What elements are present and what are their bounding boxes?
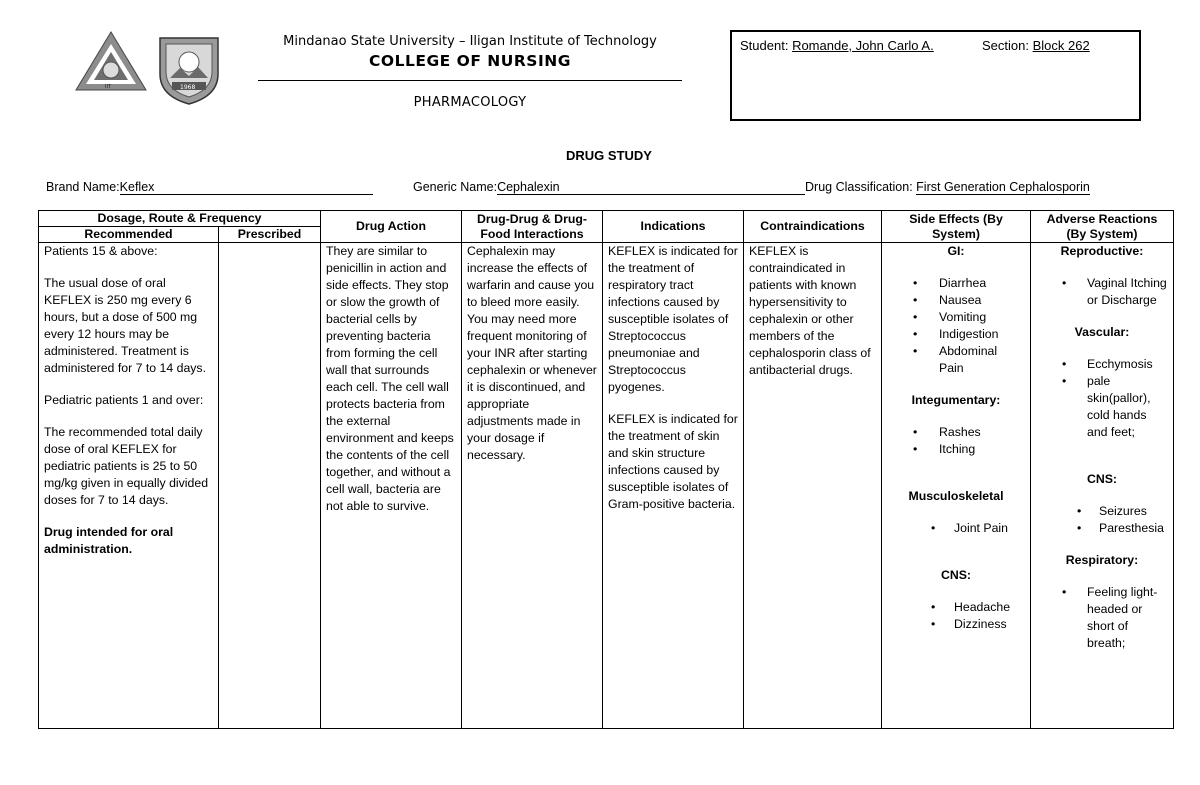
section-label: Section: xyxy=(982,38,1029,53)
indications-header: Indications xyxy=(603,211,744,243)
side-musculoskeletal-title: Musculoskeletal xyxy=(908,489,1004,503)
interactions-cell: Cephalexin may increase the effects of warfarin and cause you to bleed more easily. You may need more frequent monitoring of your INR after starting cephalexin or whenever it is discontinued, and appropriate adjustments made in your dosage if necessary. xyxy=(462,243,603,729)
generic-name-field xyxy=(413,180,805,195)
list-item: • Abdominal Pain xyxy=(887,343,1025,377)
brand-name-value: Keflex xyxy=(120,180,373,195)
brand-name-field xyxy=(46,180,373,195)
recommended-header: Recommended xyxy=(39,227,219,243)
student-name: Romande, John Carlo A. xyxy=(792,38,934,53)
list-item: • Paresthesia xyxy=(1036,520,1168,537)
dosage-header: Dosage, Route & Frequency xyxy=(39,211,321,227)
indications-cell xyxy=(603,243,744,729)
drug-action-header: Drug Action xyxy=(321,211,462,243)
prescribed-header: Prescribed xyxy=(219,227,321,243)
adverse-reproductive-title: Reproductive: xyxy=(1060,244,1144,258)
side-effects-cell xyxy=(882,243,1031,729)
side-cns-title: CNS: xyxy=(940,568,972,582)
generic-name-label: Generic Name: xyxy=(413,180,498,194)
adverse-vascular-list xyxy=(1036,356,1168,441)
list-item: • pale skin(pallor), cold hands and feet; xyxy=(1036,373,1168,441)
generic-name-value: Cephalexin xyxy=(497,180,805,195)
drug-action-cell: They are similar to penicillin in action and side effects. They stop or slow the growth of bacterial cells by preventing bacteria from forming the cell wall that surrounds each cell. The cell wall protects bacteria from the external environment and keeps the contents of the cell together, and without a cell wall, bacteria are not able to survive. xyxy=(321,243,462,729)
msu-seal-logo xyxy=(156,34,222,106)
drug-classification-label: Drug Classification: xyxy=(805,180,913,194)
svg-text:1968: 1968 xyxy=(180,84,196,91)
side-cns-list xyxy=(887,599,1025,633)
list-item: • Vaginal Itching or Discharge xyxy=(1036,275,1168,309)
list-item: • Indigestion xyxy=(887,326,1025,343)
list-item: • Headache xyxy=(887,599,1025,616)
prescribed-cell xyxy=(219,243,321,729)
list-item: • Ecchymosis xyxy=(1036,356,1168,373)
list-item: • Nausea xyxy=(887,292,1025,309)
side-integumentary-title: Integumentary: xyxy=(911,393,1001,407)
drug-classification-value: First Generation Cephalosporin xyxy=(916,180,1090,194)
list-item: • Joint Pain xyxy=(887,520,1025,537)
side-effects-header: Side Effects (By System) xyxy=(882,211,1031,243)
side-musculoskeletal-list xyxy=(887,520,1025,537)
list-item: • Seizures xyxy=(1036,503,1168,520)
dosage-route-note: Drug intended for oral administration. xyxy=(44,525,174,556)
drug-classification-field xyxy=(805,180,1090,195)
interactions-header: Drug-Drug & Drug-Food Interactions xyxy=(462,211,603,243)
brand-name-label: Brand Name: xyxy=(46,180,120,194)
recommended-cell xyxy=(39,243,219,729)
drug-study-table xyxy=(38,210,1174,729)
student-line xyxy=(740,38,934,53)
side-gi-title: GI: xyxy=(947,244,965,258)
section-value: Block 262 xyxy=(1032,38,1090,53)
indication-skin: KEFLEX is indicated for the treatment of skin and skin structure infections caused by susceptible isolates of Gram-positive bacteria. xyxy=(608,412,738,511)
dosage-pediatric-text: The recommended total daily dose of oral KEFLEX for pediatric patients is 25 to 50 mg/kg given in equally divided doses for 7 to 14 days. xyxy=(44,425,209,507)
adverse-respiratory-title: Respiratory: xyxy=(1065,553,1139,567)
college-name: COLLEGE OF NURSING xyxy=(369,52,571,70)
dosage-pediatric-heading: Pediatric patients 1 and over: xyxy=(44,393,204,407)
adverse-cns-title: CNS: xyxy=(1086,472,1118,486)
contraindications-header: Contraindications xyxy=(744,211,882,243)
side-integumentary-list xyxy=(887,424,1025,458)
list-item: • Feeling light-headed or short of breath; xyxy=(1036,584,1168,652)
list-item: • Vomiting xyxy=(887,309,1025,326)
svg-text:IIT: IIT xyxy=(105,84,112,90)
header-divider xyxy=(258,80,682,81)
student-info-box xyxy=(730,30,1141,121)
university-name: Mindanao State University – Iligan Institute of Technology xyxy=(283,34,657,49)
adverse-reproductive-list xyxy=(1036,275,1168,309)
adverse-reactions-header: Adverse Reactions (By System) xyxy=(1031,211,1174,243)
subject-name: PHARMACOLOGY xyxy=(413,95,527,110)
indication-respiratory: KEFLEX is indicated for the treatment of respiratory tract infections caused by susceptible isolates of Streptococcus pneumoniae and Streptococcus pyogenes. xyxy=(608,244,738,394)
dosage-adult-heading: Patients 15 & above: xyxy=(44,244,158,258)
list-item: • Dizziness xyxy=(887,616,1025,633)
adverse-reactions-cell xyxy=(1031,243,1174,729)
section-line xyxy=(982,38,1090,53)
iit-logo xyxy=(74,30,148,92)
list-item: • Itching xyxy=(887,441,1025,458)
dosage-adult-text: The usual dose of oral KEFLEX is 250 mg every 6 hours, but a dose of 500 mg every 12 hours may be administered. Treatment is administered for 7 to 14 days. xyxy=(44,276,206,375)
document-title: DRUG STUDY xyxy=(566,148,652,163)
list-item: • Rashes xyxy=(887,424,1025,441)
adverse-cns-list xyxy=(1036,503,1168,537)
contraindications-cell: KEFLEX is contraindicated in patients with known hypersensitivity to cephalexin or other members of the cephalosporin class of antibacterial drugs. xyxy=(744,243,882,729)
side-gi-list xyxy=(887,275,1025,377)
student-label: Student: xyxy=(740,38,789,53)
list-item: • Diarrhea xyxy=(887,275,1025,292)
adverse-vascular-title: Vascular: xyxy=(1074,325,1130,339)
adverse-respiratory-list xyxy=(1036,584,1168,652)
